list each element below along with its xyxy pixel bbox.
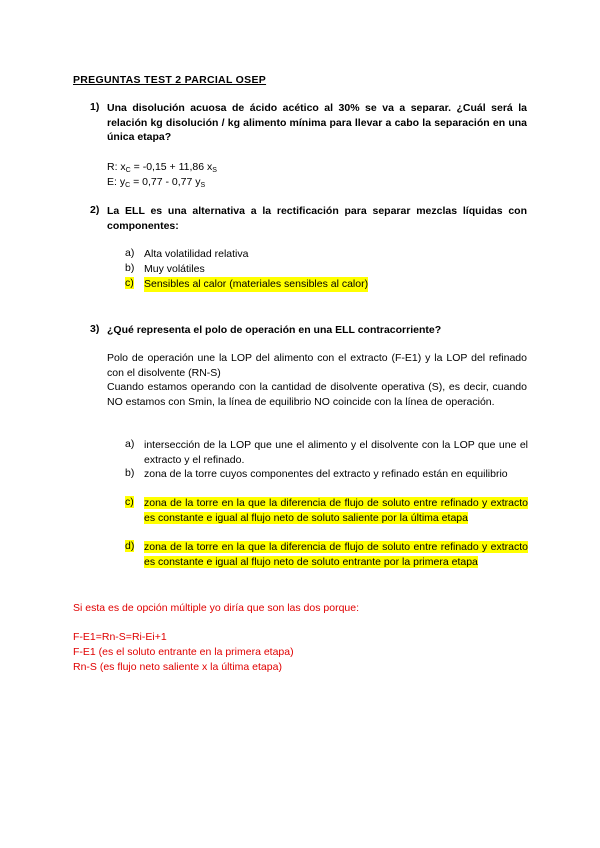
question-1-text: Una disolución acuosa de ácido acético al 30% se va a separar. ¿Cuál será la relación kg disolución / kg alimento mínima para llevar a cabo la separación en una única etapa? <box>107 102 527 143</box>
option-text-highlighted: Sensibles al calor (materiales sensibles al calor) <box>144 278 369 290</box>
note-intro: Si esta es de opción múltiple yo diría que son las dos porque: <box>73 602 360 614</box>
question-2-number: 2) <box>90 204 100 216</box>
option-letter: b) <box>125 262 135 274</box>
option-letter: a) <box>125 247 135 259</box>
option-text: Muy volátiles <box>144 263 205 275</box>
question-2-text: La ELL es una alternativa a la rectificación para separar mezclas líquidas con componentes: <box>107 205 527 232</box>
option-letter-highlighted: d) <box>125 540 135 552</box>
note-entrante: F-E1 (es el soluto entrante en la primera etapa) <box>73 646 294 658</box>
option-text-highlighted: zona de la torre en la que la diferencia de flujo de soluto entre refinado y extracto es constante e igual al flujo neto de soluto saliente por la última etapa <box>144 497 528 524</box>
option-text-highlighted: zona de la torre en la que la diferencia de flujo de soluto entre refinado y extracto es constante e igual al flujo neto de soluto entrante por la primera etapa <box>144 541 528 568</box>
note-equation: F-E1=Rn-S=Ri-Ei+1 <box>73 631 167 643</box>
question-1-number: 1) <box>90 101 100 113</box>
raffinate-equation: R: $x_C = -0,15 + 11,86$ $x_S$ <box>107 161 217 174</box>
note-saliente: Rn-S (es flujo neto saliente x la última etapa) <box>73 661 282 673</box>
option-letter: b) <box>125 467 135 479</box>
option-text: intersección de la LOP que une el alimento y el disolvente con la LOP que une el extracto y el refinado. <box>144 439 528 466</box>
question-3-explanation-1: Polo de operación une la LOP del alimento con el extracto (F-E1) y la LOP del refinado con el disolvente (RN-S) <box>107 352 527 379</box>
option-text: Alta volatilidad relativa <box>144 248 249 260</box>
page-title: PREGUNTAS TEST 2 PARCIAL OSEP <box>73 74 267 86</box>
question-3-number: 3) <box>90 323 100 335</box>
option-letter: a) <box>125 438 135 450</box>
extract-equation: E: $y_C = 0,77 - 0,77$ $y_S$ <box>107 176 206 189</box>
question-3-explanation-2: Cuando estamos operando con la cantidad de disolvente operativa (S), es decir, cuando NO estamos con Smin, la línea de equilibrio NO coincide con la línea de operación. <box>107 381 527 408</box>
option-letter-highlighted: c) <box>125 277 134 289</box>
option-text: zona de la torre cuyos componentes del extracto y refinado están en equilibrio <box>144 468 508 480</box>
question-3-text: ¿Qué representa el polo de operación en una ELL contracorriente? <box>107 324 442 336</box>
option-letter-highlighted: c) <box>125 496 134 508</box>
